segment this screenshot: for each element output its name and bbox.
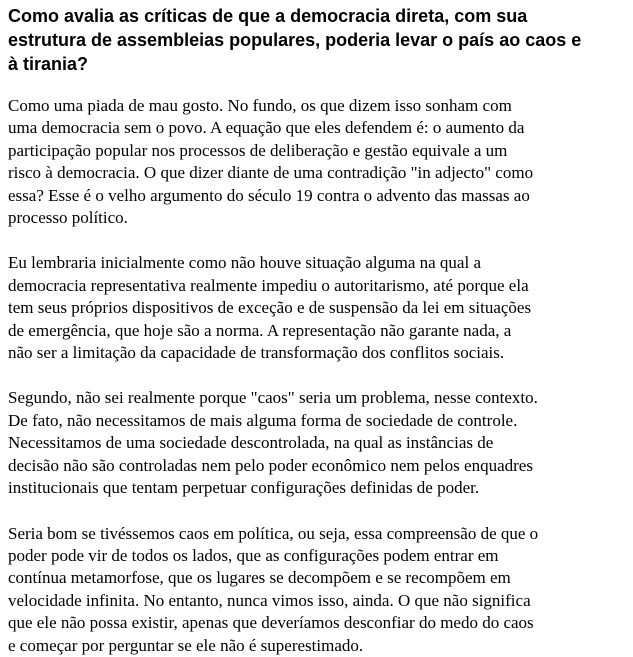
article [8, 4, 629, 657]
answer-paragraph-2: Eu lembraria inicialmente como não houve situação alguma na qual a democracia representativa realmente impediu o autoritarismo, até porque ela tem seus próprios dispositivos de exceção e de suspensão da lei em situações de emergência, que hoje são a norma. A representação não garante nada, a não ser a limitação da capacidade de transformação dos conflitos sociais. [8, 253, 532, 363]
interview-answer [8, 95, 629, 657]
answer-paragraph-1: Como uma piada de mau gosto. No fundo, os que dizem isso sonham com uma democracia sem o povo. A equação que eles defendem é: o aumento da participação popular nos processos de deliberação e gestão equivale a um risco à democracia. O que dizer diante de uma contradição "in adjecto" como essa? Esse é o velho argumento do século 19 contra o advento das massas ao processo político. [8, 96, 534, 228]
answer-paragraph-3: Segundo, não sei realmente porque "caos" seria um problema, nesse contexto. De fato, não necessitamos de mais alguma forma de sociedade de controle. Necessitamos de uma sociedade descontrolada, na qual as instâncias de decisão não são controladas nem pelo poder econômico nem pelos enquadres institucionais que tentam perpetuar configurações definidas de poder. [8, 388, 538, 498]
interview-question: Como avalia as críticas de que a democracia direta, com sua estrutura de assembleias populares, poderia levar o país ao caos e à tirania? [8, 6, 582, 74]
answer-paragraph-4: Seria bom se tivéssemos caos em política, ou seja, essa compreensão de que o poder pode vir de todos os lados, que as configurações podem entrar em contínua metamorfose, que os lugares se decompõem e se recompõem em velocidade infinita. No entanto, nunca vimos isso, ainda. O que não significa que ele não possa existir, apenas que deveríamos desconfiar do medo do caos e começar por perguntar se ele não é superestimado. [8, 523, 539, 655]
